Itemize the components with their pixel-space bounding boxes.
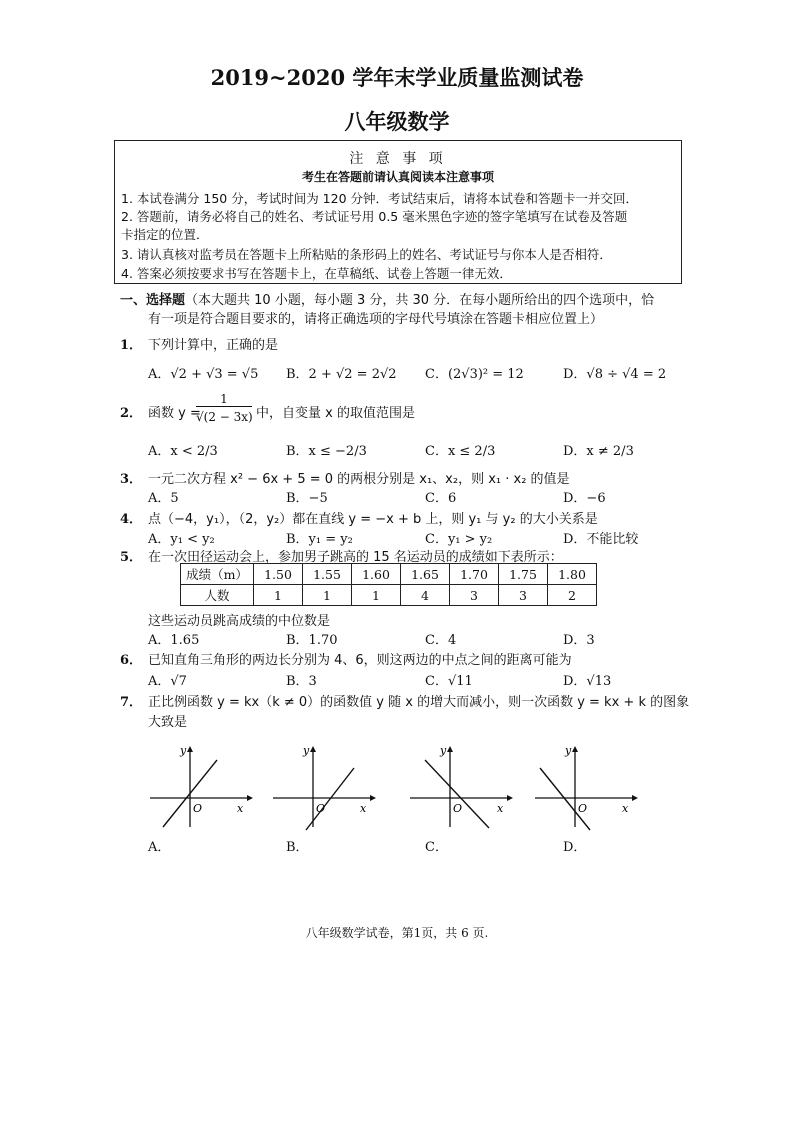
option-d: D．√13 (563, 674, 612, 689)
x-label: x (237, 802, 244, 815)
question-stem: 下列计算中，正确的是 (148, 338, 279, 353)
table-row (181, 585, 597, 606)
x-label: x (360, 802, 367, 815)
table-cell: 1.60 (352, 564, 401, 585)
fraction-denominator: √(2 − 3x) (196, 410, 253, 424)
x-axis-arrow (370, 795, 376, 801)
table-cell: 4 (401, 585, 450, 606)
notice-title: 注 意 事 项 (349, 151, 447, 167)
question-number: 6． (120, 653, 143, 668)
option-b: B．3 (286, 674, 317, 689)
question-number: 5． (120, 550, 143, 565)
y-axis-arrow (447, 746, 453, 752)
table-cell: 3 (499, 585, 548, 606)
option-c: C． (425, 840, 448, 855)
graph-b (268, 742, 378, 832)
table-cell: 1 (352, 585, 401, 606)
question-stem: 正比例函数 y = kx（k ≠ 0）的函数值 y 随 x 的增大而减小，则一次函数 y = kx + k 的图象 (148, 695, 690, 710)
section-instructions: （本大题共 10 小题，每小题 3 分，共 30 分．在每小题所给出的四个选项中，恰 (185, 293, 655, 308)
notice-subtitle: 考生在答题前请认真阅读本注意事项 (301, 170, 494, 184)
table-cell: 1.80 (548, 564, 597, 585)
graph-a (145, 742, 255, 832)
option-b: B．2 + √2 = 2√2 (286, 367, 397, 382)
table-cell: 2 (548, 585, 597, 606)
option-c: C．x ≤ 2/3 (425, 444, 496, 459)
option-c: C．6 (425, 491, 457, 506)
table-cell: 1.50 (254, 564, 303, 585)
option-d: D．−6 (563, 491, 606, 506)
page-footer: 八年级数学试卷，第1页，共 6 页. (305, 926, 489, 940)
y-axis-arrow (187, 746, 193, 752)
y-label: y (180, 744, 187, 757)
x-label: x (497, 802, 504, 815)
question-stem: 已知直角三角形的两边长分别为 4、6，则这两边的中点之间的距离可能为 (148, 653, 572, 668)
x-label: x (622, 802, 629, 815)
y-label: y (565, 744, 572, 757)
table-cell: 成绩（m） (181, 564, 254, 585)
option-b: B．x ≤ −2/3 (286, 444, 367, 459)
x-axis-arrow (632, 795, 638, 801)
origin-label: O (193, 802, 203, 815)
graph-c (405, 742, 515, 832)
option-a: A．5 (148, 491, 179, 506)
y-axis-arrow (572, 746, 578, 752)
option-d: D． (563, 840, 587, 855)
question-number: 3． (120, 472, 143, 487)
question-number: 1． (120, 338, 143, 353)
fraction-numerator: 1 (196, 392, 252, 407)
notice-item: 2. 答题前，请务必将自己的姓名、考试证号用 0.5 毫米黑色字迹的签字笔填写在试卷及答题 (121, 209, 628, 224)
question-stem: 点（−4，y₁），（2，y₂）都在直线 y = −x + b 上，则 y₁ 与 y₂ 的大小关系是 (148, 512, 598, 527)
table-cell: 1 (254, 585, 303, 606)
option-d: D．√8 ÷ √4 = 2 (563, 367, 667, 382)
option-a: A．1.65 (148, 633, 200, 648)
option-b: B．y₁ = y₂ (286, 532, 353, 547)
section-instructions-2: 有一项是符合题目要求的，请将正确选项的字母代号填涂在答题卡相应位置上） (148, 312, 604, 327)
origin-label: O (453, 802, 463, 815)
table-row (181, 564, 597, 585)
option-c: C．√11 (425, 674, 473, 689)
section-heading (120, 289, 654, 308)
option-a: A．x < 2/3 (148, 444, 218, 459)
question-number: 4． (120, 512, 143, 527)
notice-item: 3. 请认真核对监考员在答题卡上所粘贴的条形码上的姓名、考试证号与你本人是否相符． (121, 247, 612, 262)
option-b: B． (286, 840, 309, 855)
table-cell: 1 (303, 585, 352, 606)
exam-subtitle: 八年级数学 (344, 109, 450, 134)
option-a: A．√2 + √3 = √5 (148, 367, 259, 382)
option-a: A．√7 (148, 674, 187, 689)
option-d: D．不能比较 (563, 532, 639, 547)
graph-d (530, 742, 640, 832)
option-b: B．−5 (286, 491, 328, 506)
origin-label: O (578, 802, 588, 815)
question-stem: 在一次田径运动会上，参加男子跳高的 15 名运动员的成绩如下表所示： (148, 550, 563, 565)
table-cell: 1.65 (401, 564, 450, 585)
x-axis-arrow (507, 795, 513, 801)
x-axis-arrow (247, 795, 253, 801)
table-cell: 3 (450, 585, 499, 606)
question-stem-2: 大致是 (148, 715, 188, 730)
notice-item: 4. 答案必须按要求书写在答题卡上，在草稿纸、试卷上答题一律无效． (121, 266, 512, 281)
notice-item: 1. 本试卷满分 150 分，考试时间为 120 分钟．考试结束后，请将本试卷和答题卡一并交回． (121, 191, 639, 206)
table-cell: 1.75 (499, 564, 548, 585)
function-line (540, 768, 590, 830)
question-number: 2． (120, 406, 143, 421)
function-line (425, 760, 489, 828)
section-label: 一、选择题 (120, 293, 186, 308)
option-c: C．(2√3)² = 12 (425, 367, 524, 382)
origin-label: O (316, 802, 326, 815)
y-label: y (440, 744, 447, 757)
option-d: D．x ≠ 2/3 (563, 444, 634, 459)
question-stem-2: 这些运动员跳高成绩的中位数是 (148, 614, 331, 629)
option-a: A． (148, 840, 171, 855)
option-b: B．1.70 (286, 633, 338, 648)
option-d: D．3 (563, 633, 595, 648)
question-stem-suffix: 中，自变量 x 的取值范围是 (256, 406, 415, 421)
table-cell: 1.55 (303, 564, 352, 585)
y-label: y (303, 744, 310, 757)
option-a: A．y₁ < y₂ (148, 532, 215, 547)
question-stem-prefix: 函数 y = (148, 406, 201, 421)
notice-item: 卡指定的位置． (121, 227, 209, 242)
question-stem: 一元二次方程 x² − 6x + 5 = 0 的两根分别是 x₁、x₂，则 x₁ · x₂ 的值是 (148, 472, 570, 487)
exam-title: 2019~2020 学年末学业质量监测试卷 (210, 65, 584, 90)
table-cell: 1.70 (450, 564, 499, 585)
option-c: C．4 (425, 633, 457, 648)
table-cell: 人数 (181, 585, 254, 606)
notice-box (114, 140, 682, 284)
question-number: 7． (120, 695, 143, 710)
y-axis-arrow (310, 746, 316, 752)
score-table (180, 563, 597, 606)
option-c: C．y₁ > y₂ (425, 532, 493, 547)
